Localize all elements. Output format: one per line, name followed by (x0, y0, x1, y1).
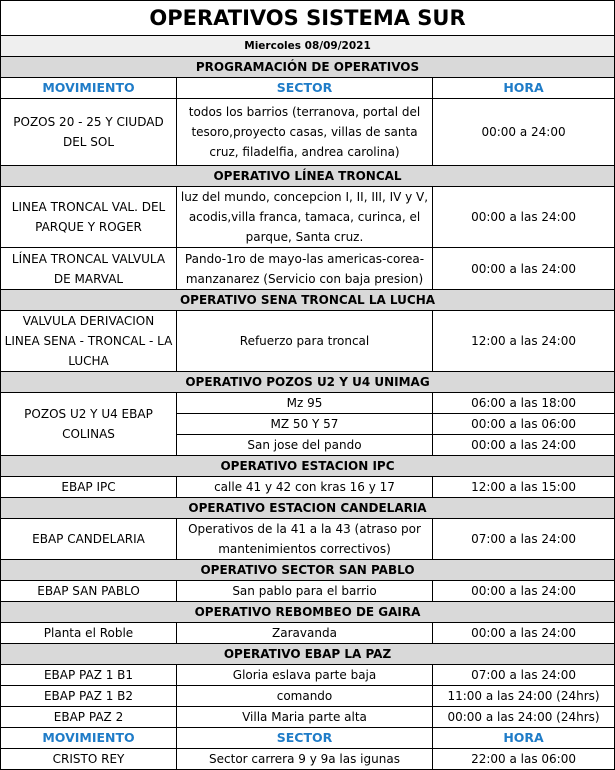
sector-cell: San jose del pando (177, 435, 433, 456)
table-row (1, 99, 615, 166)
hora-cell: 00:00 a las 24:00 (433, 623, 615, 644)
date-label: Miercoles 08/09/2021 (1, 36, 615, 57)
hora-cell: 00:00 a las 24:00 (433, 248, 615, 290)
movimiento-cell: Planta el Roble (1, 623, 177, 644)
section-header-programacion: PROGRAMACIÓN DE OPERATIVOS (1, 57, 615, 78)
section-row (1, 644, 615, 665)
section-row (1, 166, 615, 187)
section-header-ipc: OPERATIVO ESTACION IPC (1, 456, 615, 477)
hora-cell: 12:00 a las 15:00 (433, 477, 615, 498)
column-header-sector: SECTOR (177, 78, 433, 99)
movimiento-cell: POZOS U2 Y U4 EBAP COLINAS (1, 393, 177, 456)
column-header-movimiento: MOVIMIENTO (1, 78, 177, 99)
sector-cell: comando (177, 686, 433, 707)
sector-cell: Mz 95 (177, 393, 433, 414)
section-header-san-pablo: OPERATIVO SECTOR SAN PABLO (1, 560, 615, 581)
section-row (1, 456, 615, 477)
title-row (1, 1, 615, 36)
hora-cell: 07:00 a las 24:00 (433, 519, 615, 560)
table-row (1, 248, 615, 290)
sector-cell: Sector carrera 9 y 9a las igunas (177, 749, 433, 770)
section-row (1, 57, 615, 78)
sector-cell: Refuerzo para troncal (177, 311, 433, 372)
movimiento-cell: EBAP PAZ 1 B2 (1, 686, 177, 707)
hora-cell: 12:00 a las 24:00 (433, 311, 615, 372)
sector-cell: MZ 50 Y 57 (177, 414, 433, 435)
sector-cell: Gloria eslava parte baja (177, 665, 433, 686)
movimiento-cell: EBAP PAZ 1 B1 (1, 665, 177, 686)
movimiento-cell: VALVULA DERIVACION LINEA SENA - TRONCAL - LA LUCHA (1, 311, 177, 372)
sector-cell: Pando-1ro de mayo-las americas-corea-manzanarez (Servicio con baja presion) (177, 248, 433, 290)
section-row (1, 498, 615, 519)
date-row (1, 36, 615, 57)
hora-cell: 06:00 a las 18:00 (433, 393, 615, 414)
section-row (1, 290, 615, 311)
column-header-sector: SECTOR (177, 728, 433, 749)
section-header-la-paz: OPERATIVO EBAP LA PAZ (1, 644, 615, 665)
hora-cell: 22:00 a las 06:00 (433, 749, 615, 770)
movimiento-cell: POZOS 20 - 25 Y CIUDAD DEL SOL (1, 99, 177, 166)
movimiento-cell: EBAP IPC (1, 477, 177, 498)
table-row (1, 749, 615, 770)
sector-cell: Villa Maria parte alta (177, 707, 433, 728)
section-header-candelaria: OPERATIVO ESTACION CANDELARIA (1, 498, 615, 519)
hora-cell: 00:00 a 24:00 (433, 99, 615, 166)
sector-cell: calle 41 y 42 con kras 16 y 17 (177, 477, 433, 498)
movimiento-cell: EBAP SAN PABLO (1, 581, 177, 602)
table-row (1, 665, 615, 686)
column-header-movimiento: MOVIMIENTO (1, 728, 177, 749)
movimiento-cell: EBAP PAZ 2 (1, 707, 177, 728)
column-header-row (1, 728, 615, 749)
hora-cell: 00:00 a las 24:00 (433, 435, 615, 456)
movimiento-cell: CRISTO REY (1, 749, 177, 770)
column-header-hora: HORA (433, 728, 615, 749)
column-header-hora: HORA (433, 78, 615, 99)
section-header-sena: OPERATIVO SENA TRONCAL LA LUCHA (1, 290, 615, 311)
sector-cell: San pablo para el barrio (177, 581, 433, 602)
table-row (1, 477, 615, 498)
table-row (1, 707, 615, 728)
page-title: OPERATIVOS SISTEMA SUR (1, 1, 615, 36)
column-header-row (1, 78, 615, 99)
hora-cell: 07:00 a las 24:00 (433, 665, 615, 686)
section-header-gaira: OPERATIVO REBOMBEO DE GAIRA (1, 602, 615, 623)
sector-cell: Operativos de la 41 a la 43 (atraso por mantenimientos correctivos) (177, 519, 433, 560)
section-row (1, 560, 615, 581)
hora-cell: 00:00 a las 06:00 (433, 414, 615, 435)
table-row (1, 519, 615, 560)
section-row (1, 602, 615, 623)
hora-cell: 00:00 a las 24:00 (433, 187, 615, 248)
sector-cell: luz del mundo, concepcion I, II, III, IV y V, acodis,villa franca, tamaca, curinca, el parque, Santa cruz. (177, 187, 433, 248)
movimiento-cell: EBAP CANDELARIA (1, 519, 177, 560)
table-row (1, 187, 615, 248)
table-row (1, 623, 615, 644)
sector-cell: todos los barrios (terranova, portal del tesoro,proyecto casas, villas de santa cruz, filadelfia, andrea carolina) (177, 99, 433, 166)
section-header-linea-troncal: OPERATIVO LÍNEA TRONCAL (1, 166, 615, 187)
section-header-unimag: OPERATIVO POZOS U2 Y U4 UNIMAG (1, 372, 615, 393)
section-row (1, 372, 615, 393)
table-row (1, 686, 615, 707)
table-row (1, 393, 615, 414)
table-row (1, 311, 615, 372)
hora-cell: 00:00 a las 24:00 (433, 581, 615, 602)
movimiento-cell: LÍNEA TRONCAL VALVULA DE MARVAL (1, 248, 177, 290)
movimiento-cell: LINEA TRONCAL VAL. DEL PARQUE Y ROGER (1, 187, 177, 248)
hora-cell: 00:00 a las 24:00 (24hrs) (433, 707, 615, 728)
sector-cell: Zaravanda (177, 623, 433, 644)
table-row (1, 581, 615, 602)
hora-cell: 11:00 a las 24:00 (24hrs) (433, 686, 615, 707)
